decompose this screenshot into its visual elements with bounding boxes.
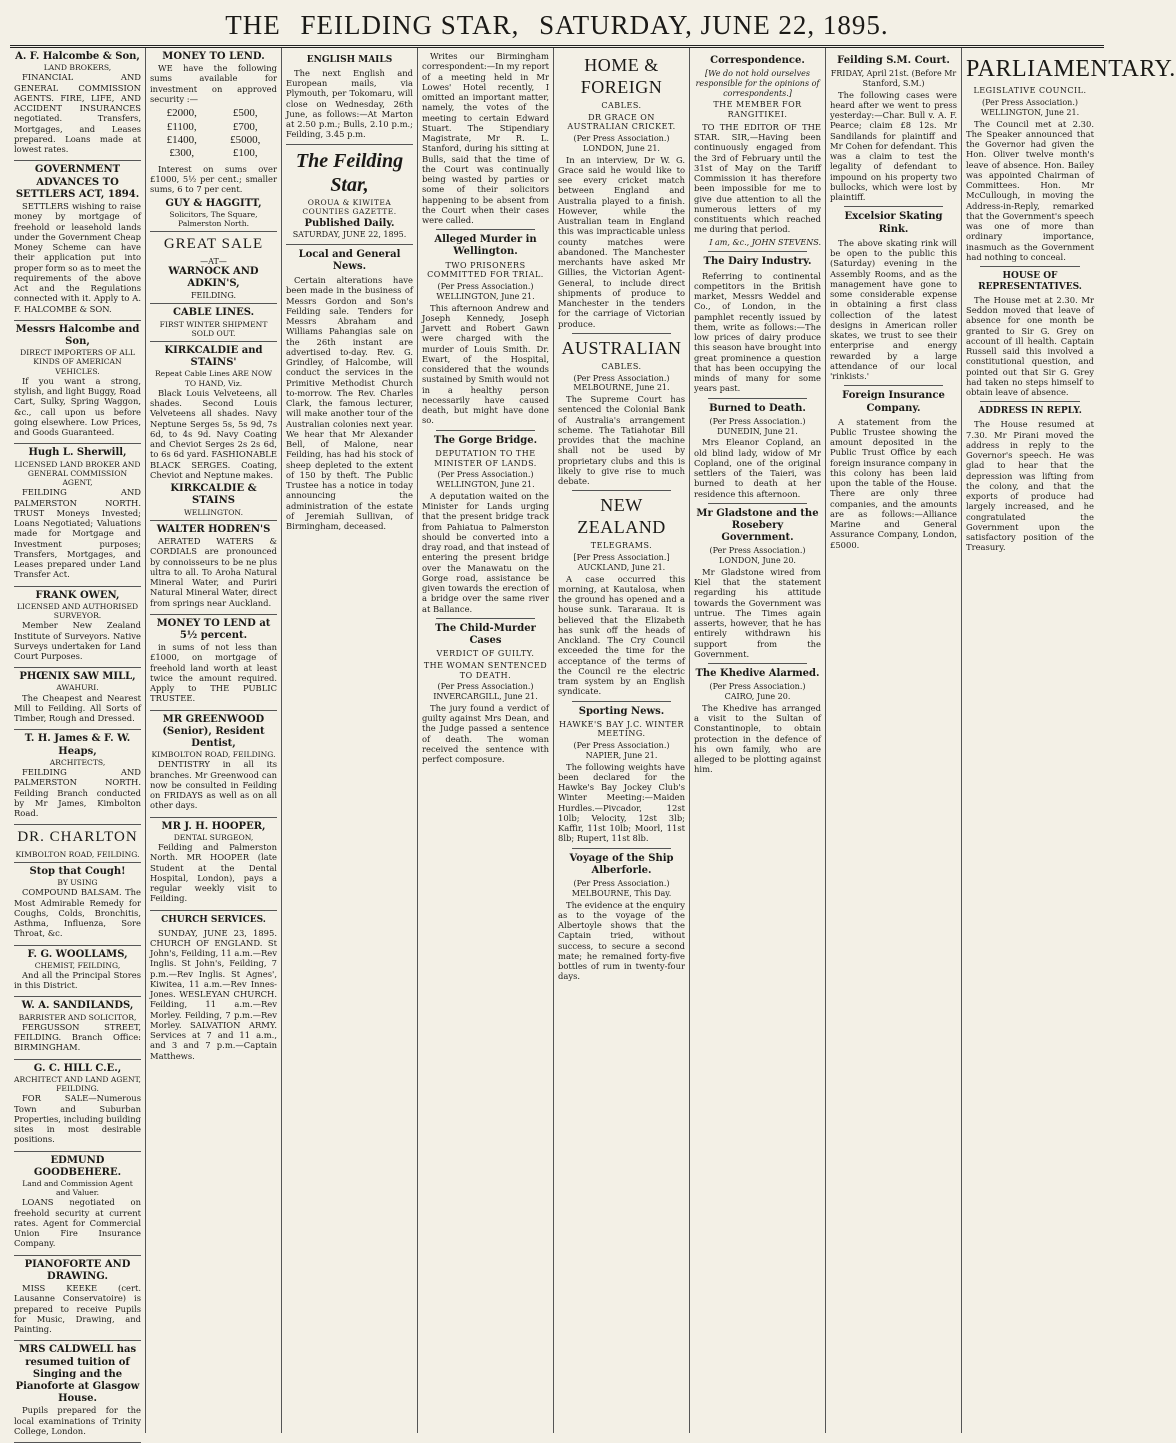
ad-block [14, 733, 141, 825]
divider [844, 385, 943, 386]
murder-text: This afternoon Andrew and Joseph Kennedy, Joseph Jarvett and Robert Gawn were charged with the murder of Louis Smith. Dr. Ewart, of the Hospital, considered that the wounds sustained by Smith would not in a healthy person necessarily have caused death, but might have done so. [422, 302, 549, 426]
murder-heading: Alleged Murder in Wellington. [434, 234, 537, 258]
divider [980, 266, 1080, 267]
hf-text: In an interview, Dr W. G. Grace said he would like to see every cricket match between England and Australia played to a finish. However, while the Australian team in England this was impracticable unless county matches were abandoned. The Manchester merchants have asked Mr Gillies, the Victorian Agent-General, to include direct shipments of produce to Manchester in the tenders for the carriage of Victorian produce. [558, 154, 685, 329]
mails-heading: ENGLISH MAILS [306, 55, 393, 65]
ad-text: If you want a strong, stylish, and light Buggy, Road Cart, Sulky, Spring Waggon, &c., call upon us before going elsewhere. Low Prices, and Goods Guaranteed. [14, 375, 141, 438]
ad-role: LICENSED LAND BROKER AND GENERAL COMMISSION AGENT, [14, 459, 141, 488]
corr-heading: Correspondence. [710, 55, 805, 66]
sport-heading: Sporting News. [578, 705, 665, 717]
address-heading: ADDRESS IN REPLY. [978, 406, 1082, 417]
mails-text: The next English and European mails, via Plymouth, per Tokomaru, will close on Wednesday, 26th June, as follows:—At Marton at 2.50 p.m.; Bulls, 2.10 p.m.; Feilding, 3.45 p.m. [286, 67, 413, 140]
aus-heading: AUSTRALIAN [561, 337, 682, 358]
money-intro: WE have the following sums available for investment on approved security :— [150, 63, 277, 104]
burned-heading: Burned to Death. [709, 402, 806, 414]
divider [436, 618, 535, 619]
great-sale-ad [150, 235, 277, 304]
burned-dateline: (Per Press Association.) DUNEDIN, June 21. [709, 416, 806, 436]
sport-sub: HAWKE'S BAY J.C. WINTER MEETING. [559, 719, 684, 739]
money-sum: £500, [232, 107, 258, 120]
corr-to: THE MEMBER FOR RANGITIKEI. [713, 100, 802, 120]
nz-heading: NEW ZEALAND [577, 495, 666, 538]
voyage-heading: Voyage of the Ship Alberforle. [569, 852, 674, 876]
ad-name: A. F. Halcombe & Son, [15, 51, 140, 62]
flag-published: Published Daily. [304, 217, 395, 229]
sale-at: —AT— [200, 256, 227, 266]
divider [572, 333, 671, 334]
kirkcaldie-ad [150, 345, 277, 521]
ad-text: SETTLERS wishing to raise money by mortgage of freehold or leasehold lands under the Government Cheap Money Scheme can have their application put into proper form so as to meet the requirements of the above Act and the Regulations connected with it. Apply to A. F. HALCOMBE & SON. [14, 201, 141, 314]
ad-role: Land and Commission Agent and Valuer. [22, 1178, 133, 1198]
ad-role: BY USING [57, 878, 98, 888]
column-5 [554, 48, 690, 1433]
insure-heading: Foreign Insurance Company. [842, 390, 945, 414]
cable-sub: FIRST WINTER SHIPMENT SOLD OUT. [159, 319, 268, 338]
church-heading: CHURCH SERVICES. [161, 914, 266, 925]
divider [286, 244, 413, 245]
court-text: The following cases were heard after we went to press yesterday:—Char. Bull v. A. F. Pearce; claim £8 12s. Mr Sandilands for plaintiff and Mr Cohen for defendant. This was a claim to test the legality of defendant to impound on his property two bullocks, which were lost by plaintiff. [830, 89, 957, 203]
murder-dateline: (Per Press Association.) WELLINGTON, June 21. [436, 282, 535, 301]
sport-text: The following weights have been declared for the Hawke's Bay Jockey Club's Winter Meeting:—Maiden Hurdles.—Pivcador, 12st 10lb; Velocity, 12st 3lb; Kaffir, 11st 10lb; Moorl, 11st 8lb; Rupert, 11st 8lb. [558, 761, 685, 844]
parl-sub: LEGISLATIVE COUNCIL. [973, 86, 1087, 96]
divider [708, 251, 807, 252]
ad-name: GOVERNMENT ADVANCES TO SETTLERS ACT, 1894. [15, 164, 140, 200]
ad-block [14, 1155, 141, 1256]
divider [436, 229, 535, 230]
kirk-heading: KIRKCALDIE and STAINS' [164, 345, 263, 369]
aus-dateline: (Per Press Association.) MELBOURNE, June 21. [573, 373, 670, 393]
column-4 [418, 48, 554, 1433]
public-trustee-ad [150, 618, 277, 711]
ad-block [14, 1259, 141, 1342]
parl-heading: PARLIAMENTARY. [966, 56, 1176, 82]
ad-text: COMPOUND BALSAM. The Most Admirable Remedy for Coughs, Colds, Bronchitis, Asthma, Influenza, Sore Throat, &c. [14, 887, 141, 939]
parl-dateline: (Per Press Association.) WELLINGTON, June 21. [980, 98, 1080, 117]
ad-block [14, 866, 141, 946]
walter-heading: WALTER HODREN'S [156, 523, 271, 535]
ad-text: The Cheapest and Nearest Mill to Feilding. All Sorts of Timber, Rough and Dressed. [14, 692, 141, 724]
nz-sub: TELEGRAMS. [590, 541, 653, 551]
hooper-role: DENTAL SURGEON, [173, 832, 254, 842]
sale-shop: WARNOCK AND ADKIN'S, [168, 266, 259, 290]
skate-text: The above skating rink will be open to the public this (Saturday) evening in the Assembly Rooms, and as the management have gone to some considerable expense in obtaining a first class collection of the latest designs in American roller skates, we trust to see their enterprise and energy rewarded by a large attendance of our local 'rinkists.' [830, 237, 957, 382]
dentist-role: KIMBOLTON ROAD, FEILDING. [151, 750, 276, 760]
divider [708, 663, 807, 664]
kirk-heading-2: KIRKCALDIE & STAINS [170, 483, 257, 507]
ad-text: Member New Zealand Institute of Surveyors. Native Surveys undertaken for Land Court Purposes. [14, 620, 141, 661]
ad-block [14, 164, 141, 320]
divider [708, 398, 807, 399]
child-sub: VERDICT OF GUILTY. [436, 649, 535, 659]
ad-block [14, 828, 141, 863]
glad-text: Mr Gladstone wired from Kiel that the statement regarding his attitude towards the Government was untrue. The Times again asserts, however, that he has entirely withdrawn his support from the Government. [694, 566, 821, 659]
hf-sub-2: DR GRACE ON AUSTRALIAN CRICKET. [567, 112, 676, 132]
ad-text: FOR SALE—Numerous Town and Suburban Properties, including building sites in most desirable positions. [14, 1093, 141, 1145]
ad-role: KIMBOLTON ROAD, FEILDING. [15, 849, 140, 859]
money-sum: £300, [169, 147, 195, 160]
ad-text: FINANCIAL AND GENERAL COMMISSION AGENTS. FIRE, LIFE, AND ACCIDENT INSURANCES negotiated. Transfers, Mortgages, and Leases prepared. Loans made at lowest rates. [14, 72, 141, 155]
money-sum: £1400, [166, 134, 197, 146]
ad-block [14, 324, 141, 445]
ad-text: FERGUSSON STREET, FEILDING. Branch Office: BIRMINGHAM. [14, 1021, 141, 1053]
ad-role: DIRECT IMPORTERS OF ALL KINDS OF AMERICAN VEHICLES. [20, 348, 135, 376]
ad-name: DR. CHARLTON [17, 829, 138, 846]
ad-role: AWAHURI. [56, 683, 99, 693]
masthead [10, 6, 1104, 43]
house-heading: HOUSE OF REPRESENTATIVES. [978, 271, 1082, 292]
ad-name: Stop that Cough! [29, 865, 126, 877]
gorge-sub: DEPUTATION TO THE MINISTER OF LANDS. [434, 448, 537, 468]
khedive-text: The Khedive has arranged a visit to the Sultan of Constantinople, to obtain protection in the defence of his own family, who are alleged to be plotting against him. [694, 702, 821, 775]
column-8 [962, 48, 1176, 1433]
sport-dateline: (Per Press Association.) NAPIER, June 21. [573, 741, 670, 760]
address-text: The House resumed at 7.30. Mr Pirani moved the address in reply to the Governor's speech. He was glad to hear that the depression was lifting from the colony, and that the exports of produce had largely increased, and he congratulated the Government upon the satisfactory position of the Treasury. [966, 419, 1094, 553]
money-firm: GUY & HAGGITT, [165, 197, 262, 209]
ad-role: LICENSED AND AUTHORISED SURVEYOR. [16, 601, 139, 620]
parl-text: The Council met at 2.30. The Speaker announced that the Governor had given the Hon. Oliver twelve month's leave of absence. Hon. Bailey was appointed Chairman of Committees. Hon. Mr McCullough, in moving the Address-in-Reply, remarked that the Government's speech was one of more than ordinary importance, inasmuch as the Government had nothing to conceal. [966, 118, 1094, 262]
ad-name: T. H. James & F. W. Heaps, [24, 733, 131, 757]
money-firm-role: Solicitors, The Square, Palmerston North. [169, 209, 258, 228]
masthead-date: SATURDAY, JUNE 22, 1895. [539, 10, 889, 40]
money-to-lend-ad [150, 51, 277, 232]
ad-role: CHEMIST, FEILDING, [34, 960, 121, 970]
walter-hodren-ad [150, 524, 277, 615]
local-heading: Local and General News. [298, 248, 401, 272]
ad-block [14, 1344, 141, 1443]
dairy-heading: The Dairy Industry. [703, 256, 812, 268]
column-4-intro: Writes our Birmingham correspondent:—In my report of a meeting held in Mr Lowes' Hotel recently, I omitted an important matter, namely, the votes of the meeting to certain Edward Stuart. The Stipendiary Magistrate, Mr R. L. Stanford, during his sitting at Bulls, said that the time of the Court was continually being wasted by parties or some of their solicitors happening to be absent from the Court when their cases were called. [422, 51, 549, 225]
ad-name: Hugh L. Sherwill, [28, 447, 127, 459]
ad-block [14, 1063, 141, 1152]
ad-name: G. C. HILL C.E., [33, 1062, 122, 1074]
trustee-text: in sums of not less than £1000, on mortgage of freehold land worth at least twice the amount required. Apply to THE PUBLIC TRUSTEE. [150, 642, 277, 704]
voyage-text: The evidence at the enquiry as to the voyage of the Albertoyle shows that the Captain tried, without success, to secure a second mate; he remained forty-five bottles of rum in twenty-four days. [558, 899, 685, 982]
paper-flag [286, 149, 413, 240]
burned-text: Mrs Eleanor Copland, an old blind lady, widow of Mr Copland, one of the original settlers of the Taieri, was burned to death at her residence this afternoon. [694, 437, 821, 499]
money-sum: £5000, [230, 134, 261, 146]
nz-text: A case occurred this morning, at Kautalosa, when the ground has opened and a house sunk. Tararaua. It is believed that the Elizabeth has sunk off the heads of Anckland. The Cry Council exceeded the time for the acceptance of the terms of the Council re the electric tram system by an English syndicate. [558, 573, 685, 697]
kirk-text: Black Louis Velveteens, all shades. Second Louis Velveteens all shades. Navy Neptune Serges 5s, 5s 9d, 7s 6d, to 4s 9d. Navy Coating and Cheviot Serges 2s 2s 6d, to 6s 6d yard. FASHIONABLE BLACK SERGES. Coating, Cheviot and Neptune makes. [150, 387, 277, 480]
trustee-heading: MONEY TO LEND at 5½ percent. [156, 617, 271, 641]
court-dateline: FRIDAY, April 21st. (Before Mr Stanford, S.M.) [830, 69, 957, 88]
glad-heading: Mr Gladstone and the Rosebery Government. [696, 507, 819, 544]
columns [10, 48, 1176, 1436]
divider [708, 503, 807, 504]
voyage-dateline: (Per Press Association.) MELBOURNE, This Day. [571, 879, 672, 898]
ad-text: Pupils prepared for the local examinations of Trinity College, London. [14, 1405, 141, 1436]
house-text: The House met at 2.30. Mr Seddon moved that leave of absence for one month be granted to Sir G. Grey on account of ill health. Captain Russell said this involved a constitutional question, and pointed out that Sir G. Grey had taken no steps himself to obtain leave of absence. [966, 294, 1094, 398]
ad-text: And all the Principal Stores in this District. [14, 969, 141, 991]
dairy-text: Referring to continental competitors in the British market, Messrs Weddel and Co., of London, in the pamphlet recently issued by them, write as follows:—The low prices of dairy produce this season have brought into great prominence a question that has been occupying the minds of many for some years past. [694, 270, 821, 394]
walter-text: AERATED WATERS & CORDIALS are pronounced by connoisseurs to be ne plus ultra to all. To Aroha Natural Mineral Water, and Puriri Natural Mineral Water, direct from springs near Auckland. [150, 536, 277, 608]
hf-heading: HOME & FOREIGN [580, 55, 663, 97]
nz-dateline: [Per Press Association.] AUCKLAND, June 21. [573, 553, 670, 572]
column-7 [826, 48, 962, 1433]
church-text: SUNDAY, JUNE 23, 1895. CHURCH OF ENGLAND. St John's, Feilding, 11 a.m.—Rev Inglis. St John's, Feilding, 7 p.m.—Rev Inglis. St Agnes', Kiwitea, 11 a.m.—Rev Innes-Jones. WESLEYAN CHURCH. Feilding, 11 a.m.—Rev Morley. Feilding, 7 p.m.—Rev Morley. SALVATION ARMY. Services at 7 and 11 a.m., and 3 and 7 p.m.—Captain Matthews. [150, 927, 277, 1061]
ad-role: BARRISTER AND SOLICITOR, [18, 1012, 137, 1022]
child-heading: The Child-Murder Cases [435, 622, 536, 646]
masthead-left: THE [225, 10, 281, 40]
corr-sub: [We do not hold ourselves responsible for the opinions of correspondents.] [695, 69, 820, 98]
dentist-ad [150, 714, 277, 818]
divider [980, 401, 1080, 402]
column-1 [10, 48, 146, 1436]
sale-line: GREAT SALE [163, 236, 264, 253]
cable-heading: CABLE LINES. [172, 307, 255, 319]
hooper-text: Feilding and Palmerston North. MR HOOPER (late Student at the Dental Hospital, London), pays a regular weekly visit to Feilding. [150, 842, 277, 904]
divider [286, 144, 413, 145]
skate-heading: Excelsior Skating Rink. [844, 211, 943, 235]
aus-text: The Supreme Court has sentenced the Colonial Bank of Australia's arrangement scheme. The Tatiahotar Bill provides that the machine shall not be used by proprietary clubs and this is likely to give rise to much debate. [558, 394, 685, 487]
money-sum: £100, [232, 147, 258, 160]
ad-text: MISS KEEKE (cert. Lausanne Conservatoire) is prepared to receive Pupils for Music, Drawing, and Painting. [14, 1283, 141, 1335]
ad-text: FEILDING AND PALMERSTON NORTH. Feilding Branch conducted by Mr James, Kimbolton Road. [14, 767, 141, 819]
ad-block [14, 51, 141, 161]
ad-name: PHŒNIX SAW MILL, [19, 671, 136, 683]
khedive-dateline: (Per Press Association.) CAIRO, June 20. [709, 682, 806, 702]
child-text: The jury found a verdict of guilty against Mrs Dean, and the Judge passed a sentence of death. The woman received the sentence with perfect composure. [422, 702, 549, 765]
money-heading: MONEY TO LEND. [162, 51, 265, 62]
flag-date: SATURDAY, JUNE 22, 1895. [292, 229, 407, 239]
flag-title: The Feilding Star, [295, 149, 404, 197]
ad-name: F. G. WOOLLAMS, [27, 948, 128, 960]
gorge-text: A deputation waited on the Minister for Lands urging that the present bridge track from Pahiatua to Palmerston should be converted into a dray road, and that instead of entering the present bridge over the Manawatu on the Gorge road, assistance be given towards the erection of a bridge over the same river at Ballance. [422, 490, 549, 614]
glad-dateline: (Per Press Association.) LONDON, June 20. [709, 546, 806, 566]
divider [572, 701, 671, 702]
ad-text: FEILDING AND PALMERSTON NORTH. TRUST Moneys Invested; Loans Negotiated; Valuations made for Mortgage and Investment purposes; Transfers, Mortgages, and Leases prepared under Land Transfer Act. [14, 487, 141, 580]
child-dateline: (Per Press Association.) INVERCARGILL, June 21. [433, 682, 538, 702]
column-3 [282, 48, 418, 1433]
ad-name: PIANOFORTE AND DRAWING. [24, 1258, 131, 1282]
kirk-sub-2: WELLINGTON. [183, 507, 243, 517]
church-services [150, 915, 277, 1061]
gorge-heading: The Gorge Bridge. [433, 434, 538, 446]
murder-sub: TWO PRISONERS COMMITTED FOR TRIAL. [427, 260, 544, 280]
insure-text: A statement from the Public Trustee showing the amount deposited in the Public Trust Office by each foreign insurance company in this colony has been laid upon the table of the House. There are only three companies, and the amounts are as follows:—Alliance Marine and General Assurance Company, London, £5000. [830, 416, 957, 550]
ad-name: MRS CALDWELL has resumed tuition of Singing and the Pianoforte at Glasgow House. [15, 1344, 140, 1405]
divider [844, 206, 943, 207]
kirk-sub: Repeat Cable Lines ARE NOW TO HAND, Viz. [154, 369, 273, 388]
money-outro: Interest on sums over £1000, 5½ per cent.; smaller sums, 6 to 7 per cent. [150, 163, 277, 195]
ad-block [14, 447, 141, 586]
ad-block [14, 671, 141, 730]
khedive-heading: The Khedive Alarmed. [695, 668, 820, 680]
money-sum: £700, [232, 120, 258, 133]
dentist-name: MR GREENWOOD (Senior), Resident Dentist, [162, 713, 265, 750]
money-sum: £2000, [166, 107, 197, 120]
gorge-dateline: (Per Press Association.) WELLINGTON, June 21. [436, 470, 535, 490]
money-sum: £1100, [166, 120, 197, 133]
ad-name: EDMUND GOODBEHERE. [33, 1154, 122, 1178]
child-sub-2: THE WOMAN SENTENCED TO DEATH. [423, 660, 548, 680]
corr-signature: I am, &c., JOHN STEVENS. [709, 237, 821, 247]
column-2 [146, 48, 282, 1433]
divider [436, 430, 535, 431]
aus-sub: CABLES. [601, 361, 642, 371]
flag-tagline: OROUA & KIWITEA COUNTIES GAZETTE. [302, 197, 397, 216]
cable-lines-ad [150, 307, 277, 342]
divider [572, 490, 671, 491]
sale-town: FEILDING. [190, 290, 237, 300]
ad-name: FRANK OWEN, [35, 589, 120, 601]
hf-sub: CABLES. [601, 100, 642, 110]
masthead-title: FEILDING STAR, [300, 10, 520, 40]
ad-block [14, 590, 141, 669]
hooper-name: MR J. H. HOOPER, [161, 820, 266, 832]
corr-text: TO THE EDITOR OF THE STAR. SIR,—Having been continuously engaged from the 3rd of February until the 31st of May on the Tariff Commission it has therefore been impossible for me to give due attention to all the numerous letters of my constituents which reached me during that period. [694, 121, 821, 235]
ad-block [14, 1000, 141, 1059]
ad-block [14, 949, 141, 998]
ad-name: Messrs Halcombe and Son, [15, 323, 140, 347]
hf-dateline: (Per Press Association.) LONDON, June 21. [573, 134, 670, 153]
divider [572, 848, 671, 849]
column-6 [690, 48, 826, 1433]
local-text: Certain alterations have been made in the business of Messrs Gordon and Son's Feilding sale. Tenders for Messrs Abraham and Williams Pahangias sale on the 26th instant are advertised to-day. Rev. G. Grindley, of Halcombe, will conduct the services in the Primitive Methodist Church to-morrow. The Rev. Charles Clark, the famous lecturer, will make another tour of the Australian colonies next year. We hear that Mr Alexander Bell, of Malone, near Feilding, has had his stock of sheep depleted to the extent of 150 by theft. The Public Trustee has a notice in today announcing the administration of the estate of Jeremiah Sullivan, of Birmingham, deceased. [286, 275, 413, 532]
ad-role: ARCHITECT AND LAND AGENT, FEILDING. [14, 1074, 141, 1094]
money-sums [150, 107, 277, 161]
court-heading: Feilding S.M. Court. [837, 55, 950, 66]
ad-text: LOANS negotiated on freehold security at current rates. Agent for Commercial Union Fire Insurance Company. [14, 1197, 141, 1249]
dentist-text: DENTISTRY in all its branches. Mr Greenwood can now be consulted in Feilding on FRIDAYS as well as on all other days. [150, 759, 277, 811]
ad-name: W. A. SANDILANDS, [21, 1000, 134, 1012]
ad-role: LAND BROKERS, [43, 63, 112, 73]
ad-role: ARCHITECTS, [49, 757, 106, 767]
hooper-ad [150, 821, 277, 911]
